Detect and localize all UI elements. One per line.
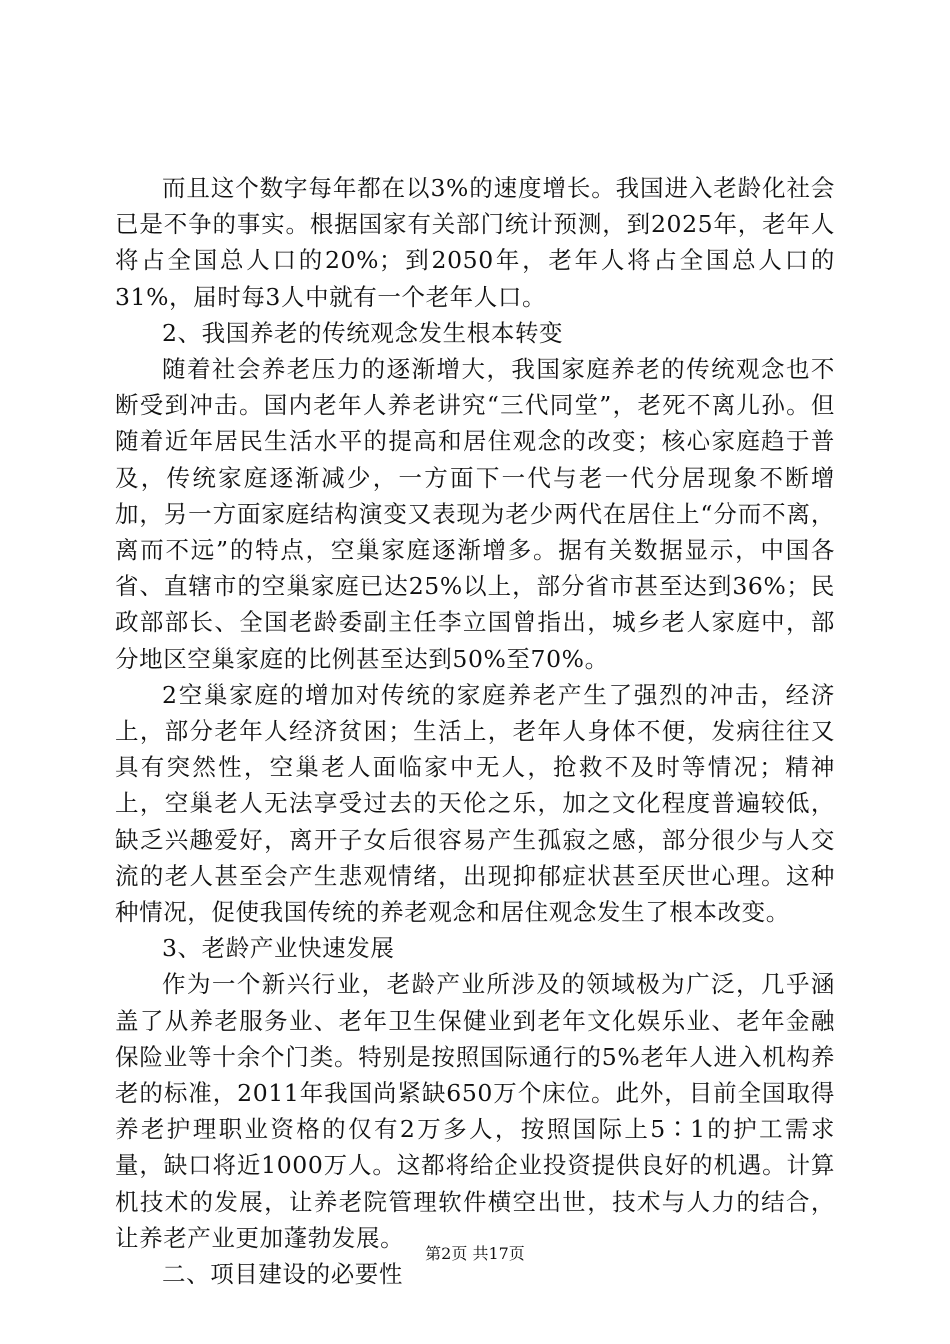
section-heading-project-necessity: 二、项目建设的必要性 [162, 1260, 403, 1289]
paragraph-aging-industry: 作为一个新兴行业，老龄产业所涉及的领域极为广泛，几乎涵盖了从养老服务业、老年卫生保健业到老年文化娱乐业、老年金融保险业等十余个门类。特别是按照国际通行的5%老年人进入机构养老的标准，2011年我国尚紧缺650万个床位。此外，目前全国取得养老护理职业资格的仅有2万多人，按照国际上5∶1的护工需求量，缺口将近1000万人。这都将给企业投资提供良好的机遇。计算机技术的发展，让养老院管理软件横空出世，技术与人力的结合，让养老产业更加蓬勃发展。 [115, 970, 835, 1252]
paragraph-impact: 2空巢家庭的增加对传统的家庭养老产生了强烈的冲击，经济上，部分老年人经济贫困；生活上，老年人身体不便，发病往往又具有突然性，空巢老人面临家中无人，抢救不及时等情况；精神上，空巢老人无法享受过去的天伦之乐，加之文化程度普遍较低，缺乏兴趣爱好，离开子女后很容易产生孤寂之感，部分很少与人交流的老人甚至会产生悲观情绪，出现抑郁症状甚至厌世心理。这种种情况，促使我国传统的养老观念和居住观念发生了根本改变。 [115, 680, 835, 927]
section-heading-aging-industry: 3、老龄产业快速发展 [162, 934, 395, 963]
document-body [115, 170, 835, 1292]
section-heading-traditional-concept: 2、我国养老的传统观念发生根本转变 [162, 318, 564, 347]
page-number-footer: 第2页 共17页 [425, 1244, 525, 1263]
paragraph-aging-statistics: 而且这个数字每年都在以3%的速度增长。我国进入老龄化社会已是不争的事实。根据国家有关部门统计预测，到2025年，老年人将占全国总人口的20%；到2050年，老年人将占全国总人口的31%，届时每3人中就有一个老年人口。 [115, 174, 835, 311]
paragraph-empty-nest: 随着社会养老压力的逐渐增大，我国家庭养老的传统观念也不断受到冲击。国内老年人养老讲究“三代同堂”，老死不离儿孙。但随着近年居民生活水平的提高和居住观念的改变；核心家庭趋于普及，传统家庭逐渐减少，一方面下一代与老一代分居现象不断增加，另一方面家庭结构演变又表现为老少两代在居住上“分而不离，离而不远”的特点，空巢家庭逐渐增多。据有关数据显示，中国各省、直辖市的空巢家庭已达25%以上，部分省市甚至达到36%；民政部部长、全国老龄委副主任李立国曾指出，城乡老人家庭中，部分地区空巢家庭的比例甚至达到50%至70%。 [115, 355, 835, 673]
